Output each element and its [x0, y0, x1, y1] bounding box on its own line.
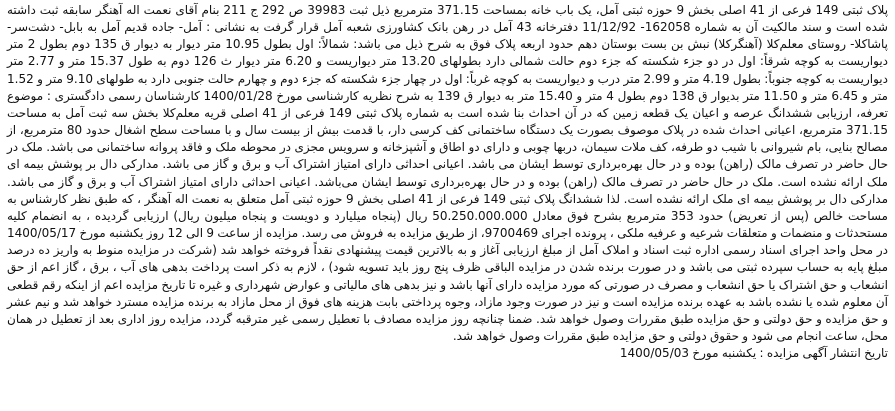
notice-body-text: پلاک ثبتی 149 فرعی از 41 اصلی بخش 9 حوزه ثبتی آمل، یک باب خانه بمساحت 371.15 مترمربع ذیل ثبت 39983 ص 292 ج 211 بنام آقای نعمت اله آهنگر سابقه ثبت داشته شده‌ است و سند مالکیت آن به شماره 162058- 11/12/92 دفترخانه 43 آمل در رهن بانک کشاورزی شعبه آمل قرار گرفت به نشانی : آمل- جاده قدیم آمل به بابل- دشت‌سر- پاشاکلا- روستای معلم‌کلا (آهنگرکلا) نبش بن بست بوستان دهم حدود اربعه پلاک فوق به شرح ذیل می باشد: شمالاً: اول بطول 10.95 متر دیوار به دیوار ق 135 دوم بطول 2 متر دیواریست به کوچه شرقاً: اول در دو جزء شکسته که جزء دوم حالت شمالی دارد بطولهای 13.20 متر دیواریست و 6.20 متر دیوار ث 126 دوم به طول 15.37 متر و 2.77 متر دیواریست به کوچه جنوباً: بطول 4.19 متر و 2.99 متر درب و دیواریست به کوچه غرباً: اول در چهار جزء شکسته که جزء دوم و چهارم حالت جنوبی دارد به طولهای 9.10 متر و 1.52 متر و 6.45 متر و 11.50 متر بدیوار ق 138 دوم بطول 4 متر و 15.40 متر به دیوار ق 139 به شرح نظریه کارشناسی مورخ 1400/01/28 کارشناسان رسمی دادگستری : موضوع تعرفه، ارزیابی ششدانگ عرصه و اعیان یک قطعه زمین که در آن احداث بنا شده است به شماره پلاک ثبتی 149 فرعی از 41 اصلی قریه معلم‌کلا بخش سه ثبت آمل به مساحت 371.15 مترمربع، اعیانی احداث شده در پلاک موصوف بصورت یک دستگاه ساختمانی کف کرسی دار، با قدمت بیش از بیست سال و با مساحت سطح اشغال حدود 80 مترمربع، از مصالح بنایی، بام شیروانی با شیب دو طرفه، کف ملات سیمان، دربها چوبی و دارای دو اطاق و آشپزخانه و سرویس مجزی در محوطه ملک و فاقد پروانه ساختمانی می باشد. ملک در حال حاضر در تصرف مالک (راهن) بوده و در حال بهره‌برداری توسط ایشان می باشد. اعیانی احداثی دارای امتیاز اشتراک آب و برق و گاز می باشد. مدارکی دال بر پوشش بیمه ای ملک ارائه نشده است. ملک در حال حاضر در تصرف مالک (راهن) بوده و در حال بهره‌برداری توسط ایشان می‌باشد. اعیانی احداثی دارای امتیاز اشتراک آب و برق و گاز می باشد. مدارکی دال بر پوشش بیمه ای ملک ارائه نشده است. لذا ششدانگ پلاک ثبتی 149 فرعی از 41 اصلی بخش 9 حوزه ثبتی آمل متعلق به نعمت اله آهنگر ، که طبق نظر کارشناس به مساحت خالص (پس از تعریض) حدود 353 مترمربع بشرح فوق معادل 50.250.000.000 ریال (پنجاه میلیارد و دویست و پنجاه میلیون ریال) ارزیابی گردیده ، به انضمام کلیه مستحدثات و منضمات و متعلقات شرعیه و عرفیه ملکی ، پرونده اجرای 9700469، از طریق مزایده به فروش می رسد. مزایده از ساعت 9 الی 12 روز یکشنبه مورخ 1400/05/17 در محل واحد اجرای اسناد رسمی اداره ثبت اسناد و املاک آمل از مبلغ ارزیابی آغاز و به بالاترین قیمت پیشنهادی نقداً فروخته خواهد شد (شرکت در مزایده منوط به واریز ده درصد مبلغ پایه به حساب سپرده ثبتی می باشد و در صورت برنده شدن در مزایده الباقی ظرف پنج روز باید تسویه شود) ، لازم به ذکر است پرداخت بدهی های آب ، برق ، گاز اعم از حق انشعاب و حق اشتراک یا حق انشعاب و مصرف در صورتی که مورد مزایده دارای آنها باشد و نیز بدهی های مالیاتی و عوارض شهرداری و غیره تا تاریخ مزایده اعم از اینکه رقم قطعی آن معلوم شده یا نشده باشد به عهده برنده مزایده است و نیز در صورت وجود مازاد، وجوه پرداختی بابت هزینه های فوق از محل مازاد به برنده مزایده مسترد خواهد شد و نیم عشر و حق مزایده و حق دولتی و حق مزایده طبق مقررات وصول خواهد شد. ضمنا چنانچه روز مزایده مصادف با تعطیل رسمی غیر مترقبه گردد، مزایده روز اداری بعد از تعطیل در همان محل، ساعت انجام می شود و حقوق دولتی و حق مزایده طبق مقررات وصول خواهد شد.	[7, 3, 889, 343]
publication-date-line: تاریخ انتشار آگهی مزایده : یکشنبه مورخ 1400/05/03	[619, 346, 888, 361]
